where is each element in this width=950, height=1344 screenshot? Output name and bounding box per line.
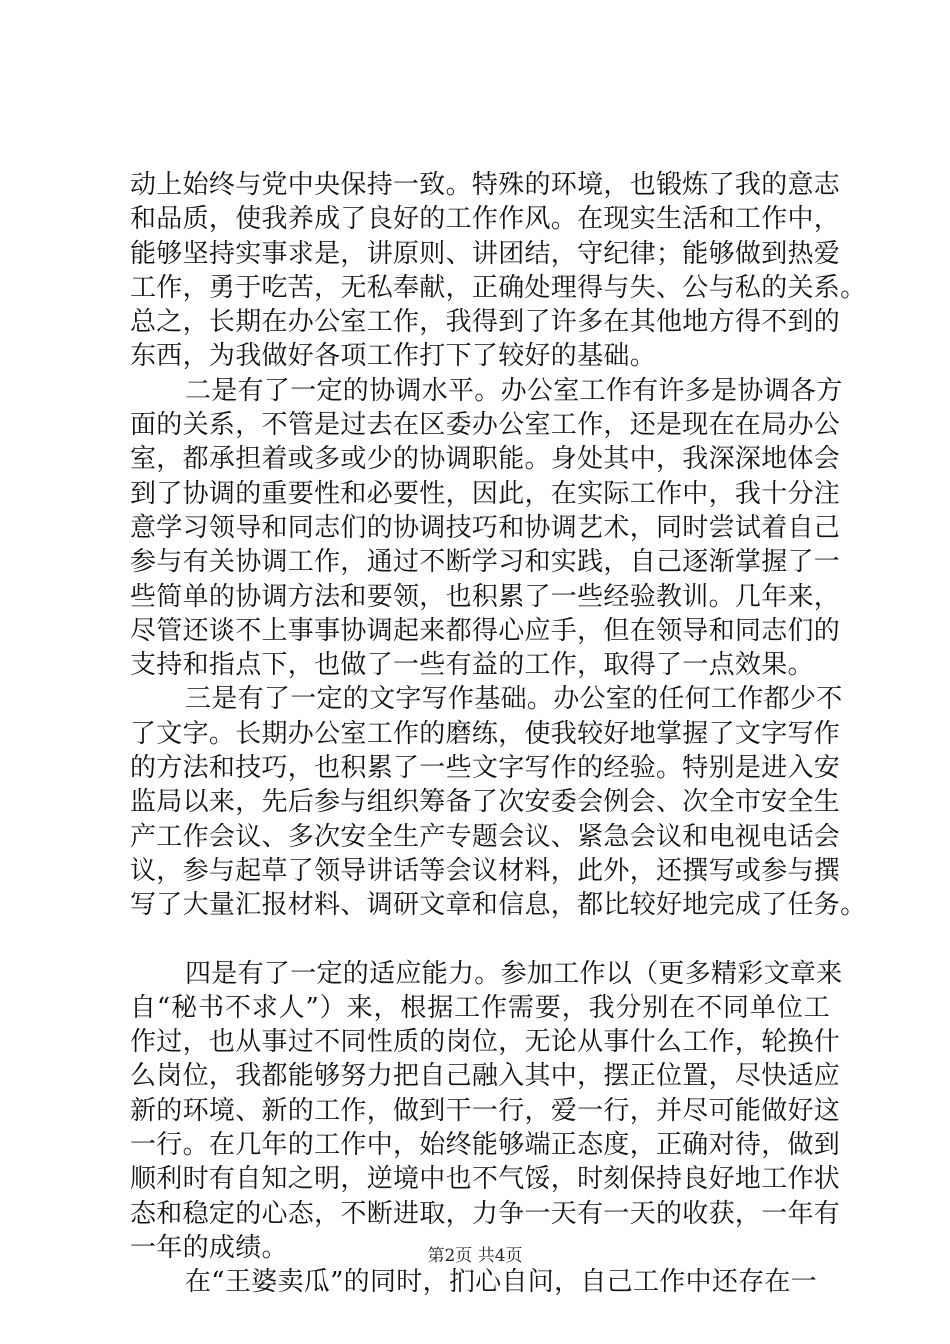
text-line: 室，都承担着或多或少的协调职能。身处其中，我深深地体会 [130,444,841,475]
text-line: 和品质，使我养成了良好的工作作风。在现实生活和工作中， [130,204,841,235]
text-line: 产工作会议、多次安全生产专题会议、紧急会议和电视电话会 [130,821,841,852]
paragraph [130,682,867,922]
page-footer: 第2页 共4页 [427,1246,523,1266]
text-line: 支持和指点下，也做了一些有益的工作，取得了一点效果。 [130,650,814,681]
text-line: 工作，勇于吃苦，无私奉献，正确处理得与失、公与私的关系。 [130,272,867,303]
text-line: 一行。在几年的工作中，始终能够端正态度，正确对待，做到 [130,1130,841,1161]
text-line: 新的环境、新的工作，做到干一行，爱一行，并尽可能做好这 [130,1095,841,1126]
text-line: 的方法和技巧，也积累了一些文字写作的经验。特别是进入安 [130,753,841,784]
text-line: 二是有了一定的协调水平。办公室工作有许多是协调各方 [185,375,843,406]
text-line: 么岗位，我都能够努力把自己融入其中，摆正位置，尽快适应 [130,1061,841,1092]
text-line: 东西，为我做好各项工作打下了较好的基础。 [130,341,657,372]
text-line: 三是有了一定的文字写作基础。办公室的任何工作都少不 [185,684,843,715]
document-body [130,168,867,1300]
text-line: 参与有关协调工作，通过不断学习和实践，自己逐渐掌握了一 [130,547,841,578]
paragraph-gap [130,923,830,957]
text-line: 议，参与起草了领导讲话等会议材料，此外，还撰写或参与撰 [130,855,841,886]
text-line: 在“王婆卖瓜”的同时，扪心自问，自己工作中还存在一 [185,1267,818,1298]
text-line: 态和稳定的心态，不断进取，力争一天有一天的收获，一年有 [130,1198,841,1229]
text-line: 了文字。长期办公室工作的磨练，使我较好地掌握了文字写作 [130,718,841,749]
text-line: 意学习领导和同志们的协调技巧和协调艺术，同时尝试着自己 [130,512,841,543]
text-line: 面的关系，不管是过去在区委办公室工作，还是现在在局办公 [130,410,841,441]
text-line: 总之，长期在办公室工作，我得到了许多在其他地方得不到的 [130,307,841,338]
paragraph [130,1265,830,1299]
paragraph [130,168,867,374]
text-line: 自“秘书不求人”）来，根据工作需要，我分别在不同单位工 [130,992,830,1023]
text-line: 监局以来，先后参与组织筹备了次安委会例会、次全市安全生 [130,787,841,818]
paragraph [130,374,843,683]
text-line: 写了大量汇报材料、调研文章和信息，都比较好地完成了任务。 [130,890,867,921]
text-line: 动上始终与党中央保持一致。特殊的环境，也锻炼了我的意志 [130,170,841,200]
text-line: 四是有了一定的适应能力。参加工作以（更多精彩文章来 [185,958,843,989]
text-line: 到了协调的重要性和必要性，因此，在实际工作中，我十分注 [130,478,841,509]
paragraph [130,957,843,1266]
text-line: 一年的成绩。 [130,1232,288,1263]
text-line: 顺利时有自知之明，逆境中也不气馁，时刻保持良好地工作状 [130,1164,841,1195]
text-line: 尽管还谈不上事事协调起来都得心应手，但在领导和同志们的 [130,615,841,646]
text-line: 能够坚持实事求是，讲原则、讲团结，守纪律；能够做到热爱 [130,238,841,269]
text-line: 些简单的协调方法和要领，也积累了一些经验教训。几年来， [130,581,841,612]
text-line: 作过，也从事过不同性质的岗位，无论从事什么工作，轮换什 [130,1027,841,1058]
